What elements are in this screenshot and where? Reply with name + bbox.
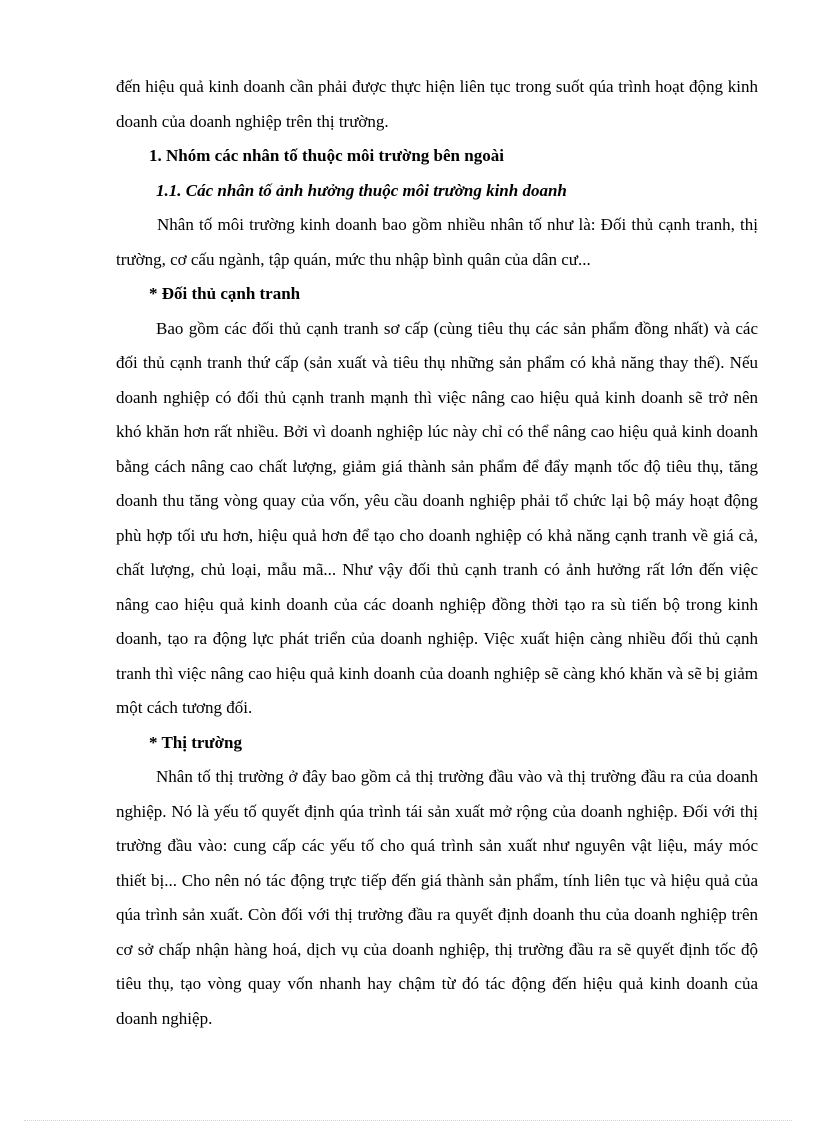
topic-heading-competitors: * Đối thủ cạnh tranh [149, 284, 301, 303]
page-footer-divider [24, 1120, 792, 1121]
paragraph-continuation: đến hiệu quả kinh doanh cần phải được thực hiện liên tục trong suốt qúa trình hoạt động kinh doanh của doanh nghiệp trên thị trường. [116, 77, 758, 131]
section-heading: 1. Nhóm các nhân tố thuộc môi trường bên ngoài [149, 146, 504, 165]
paragraph-market: Nhân tố thị trường ở đây bao gồm cả thị trường đầu vào và thị trường đầu ra của doanh nghiệp. Nó là yếu tố quyết định qúa trình tái sản xuất mở rộng của doanh nghiệp. Đối với thị trường đầu vào: cung cấp các yếu tố cho quá trình sản xuất như nguyên vật liệu, máy móc thiết bị... Cho nên nó tác động trực tiếp đến giá thành sản phẩm, tính liên tục và hiệu quả của qúa trình sản xuất. Còn đối với thị trường đầu ra quyết định doanh thu của doanh nghiệp trên cơ sở chấp nhận hàng hoá, dịch vụ của doanh nghiệp, thị trường đầu ra sẽ quyết định tốc độ tiêu thụ, tạo vòng quay vốn nhanh hay chậm từ đó tác động đến hiệu quả kinh doanh của doanh nghiệp. [116, 767, 758, 1028]
document-page [116, 70, 758, 1036]
subsection-heading: 1.1. Các nhân tố ảnh hưởng thuộc môi trường kinh doanh [156, 180, 567, 200]
topic-heading-market: * Thị trường [149, 732, 242, 752]
paragraph-competitors: Bao gồm các đối thủ cạnh tranh sơ cấp (cùng tiêu thụ các sản phẩm đồng nhất) và các đối thủ cạnh tranh thứ cấp (sản xuất và tiêu thụ những sản phẩm có khả năng thay thế). Nếu doanh nghiệp có đối thủ cạnh tranh mạnh thì việc nâng cao hiệu quả kinh doanh sẽ trở nên khó khăn hơn rất nhiều. Bởi vì doanh nghiệp lúc này chỉ có thể nâng cao hiệu quả kinh doanh bằng cách nâng cao chất lượng, giảm giá thành sản phẩm để đẩy mạnh tốc độ tiêu thụ, tăng doanh thu tăng vòng quay của vốn, yêu cầu doanh nghiệp phải tổ chức lại bộ máy hoạt động phù hợp tối ưu hơn, hiệu quả hơn để tạo cho doanh nghiệp có khả năng cạnh tranh về giá cả, chất lượng, chủ loại, mẫu mã... Như vậy đối thủ cạnh tranh có ảnh hưởng rất lớn đến việc nâng cao hiệu quả kinh doanh của các doanh nghiệp đồng thời tạo ra sù tiến bộ trong kinh doanh, tạo ra động lực phát triển của doanh nghiệp. Việc xuất hiện càng nhiều đối thủ cạnh tranh thì việc nâng cao hiệu quả kinh doanh của doanh nghiệp sẽ càng khó khăn và sẽ bị giảm một cách tương đối. [116, 318, 758, 717]
paragraph-environment-intro: Nhân tố môi trường kinh doanh bao gồm nhiều nhân tố như là: Đối thủ cạnh tranh, thị trường, cơ cấu ngành, tập quán, mức thu nhập bình quân của dân cư... [116, 215, 758, 269]
